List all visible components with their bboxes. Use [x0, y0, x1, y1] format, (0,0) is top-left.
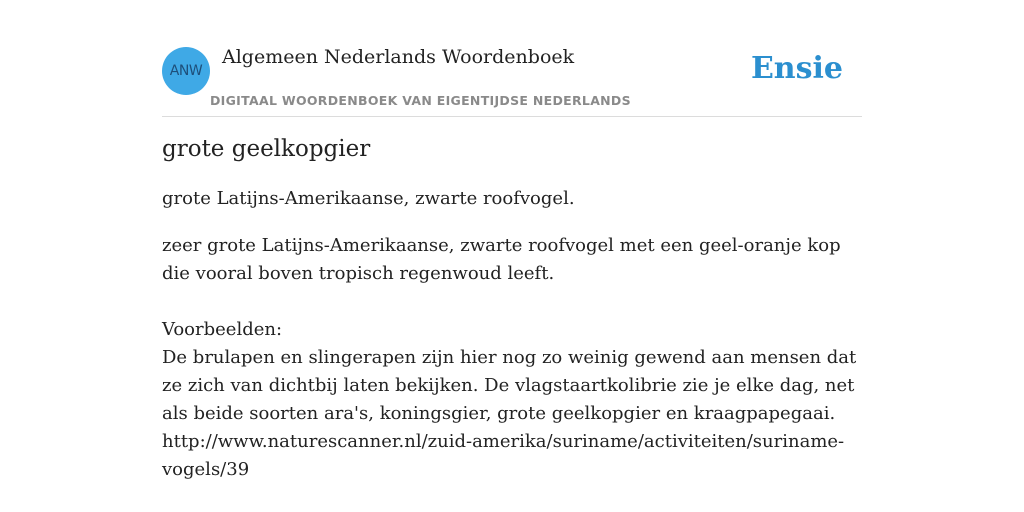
ensie-brand-logo[interactable]: Ensie	[750, 51, 843, 86]
examples-label: Voorbeelden:	[162, 319, 283, 340]
site-title[interactable]: Algemeen Nederlands Woordenboek	[222, 46, 575, 68]
long-definition: zeer grote Latijns-Amerikaanse, zwarte roofvogel met een geel-oranje kop die vooral boven tropisch regenwoud leeft.	[162, 235, 841, 284]
site-subtitle: DIGITAAL WOORDENBOEK VAN EIGENTIJDSE NEDERLANDS	[210, 93, 631, 108]
entry-content	[162, 136, 862, 484]
entry-headword: grote geelkopgier	[162, 136, 371, 162]
short-definition: grote Latijns-Amerikaanse, zwarte roofvogel.	[162, 188, 575, 209]
site-header	[162, 36, 862, 117]
anw-logo[interactable]: ANW	[162, 47, 210, 95]
example-text: De brulapen en slingerapen zijn hier nog zo weinig gewend aan mensen dat ze zich van dichtbij laten bekijken. De vlagstaartkolibrie zie je elke dag, net als beide soorten ara's, koningsgier, grote geelkopgier en kraagpapegaai. http://www.naturescanner.nl/zuid-amerika/suriname/activiteiten/suriname-vogels/39	[162, 347, 857, 480]
